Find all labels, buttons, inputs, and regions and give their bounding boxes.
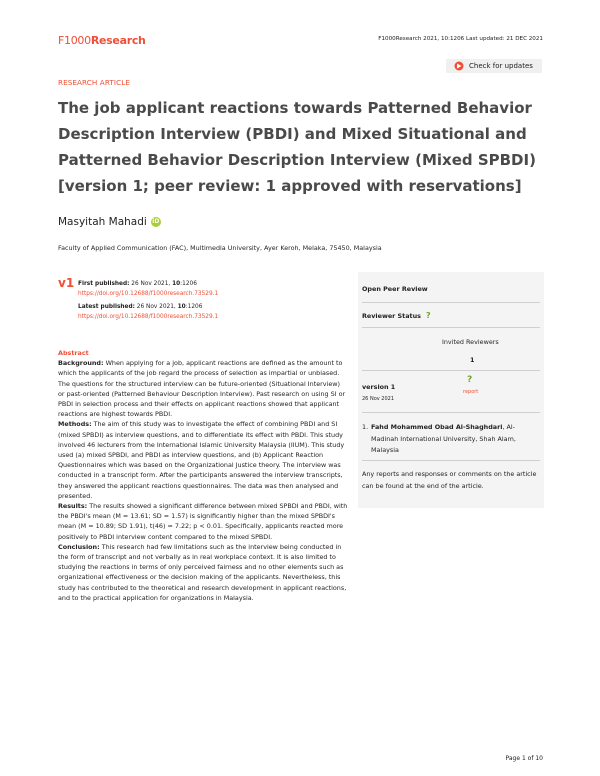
- reviewer-column-number: 1: [470, 356, 475, 364]
- reviewer-status-icon: ?: [425, 311, 431, 320]
- panel-divider: [362, 327, 540, 328]
- panel-divider: [362, 302, 540, 303]
- conclusion-text: This research had few limitations such as the interview being conducted in the form of transcript and not verbally as in real workplace context. It is also limited to studying the reactions in terms of only perceived fairness and no other elements such as organizational effectiveness or the decision making of the applicants. Nevertheless, this study has contributed to the theoretical and research development in applicant reactions, and to the practical application for organizations in Malaysia.: [58, 542, 347, 602]
- version-badge: v1: [58, 276, 75, 290]
- author-line: [58, 216, 161, 228]
- panel-divider: [362, 460, 540, 461]
- first-published-date: 26 Nov 2021,: [131, 281, 171, 287]
- abstract-heading: Abstract: [58, 349, 89, 357]
- open-peer-review-panel: [358, 272, 544, 508]
- methods-text: The aim of this study was to investigate the effect of combining PBDI and SI (mixed SPBDI) as interview questions, and to differentiate its effect with PBDI. This study involved 46 lecturers from the International Islamic University Malaysia (IIUM). This study used (a) mixed SPBDI, and PBDI as interview questions, and (b) Applicant Reaction Questionnaires which was based on the Organizational Justice theory. The interview was conducted in a transcript form. After the participants answered the interview transcripts, they answered the applicant reactions questionnaires. The data was then analysed and presented.: [58, 420, 345, 500]
- version-row-date: 26 Nov 2021: [362, 396, 395, 402]
- first-published-doi-link[interactable]: https://doi.org/10.12688/f1000research.73529.1: [78, 290, 219, 297]
- panel-divider: [362, 370, 540, 371]
- first-published-volume: 10: [172, 281, 181, 287]
- latest-published-page: :1206: [185, 304, 203, 310]
- open-peer-review-heading: Open Peer Review: [362, 285, 428, 293]
- version-row-label: version 1: [362, 383, 396, 391]
- page-number: Page 1 of 10: [505, 755, 543, 762]
- first-published-page: :1206: [180, 281, 197, 287]
- check-for-updates-icon: [454, 61, 464, 71]
- latest-published-label: Latest published:: [78, 304, 135, 310]
- running-head: F1000Research 2021, 10:1206 Last updated: 21 DEC 2021: [378, 36, 543, 42]
- latest-published-doi-link[interactable]: https://doi.org/10.12688/f1000research.73529.1: [78, 313, 219, 320]
- reviewer-number: 1.: [362, 423, 369, 431]
- invited-reviewers-label: Invited Reviewers: [442, 338, 499, 346]
- reviewer-name: Fahd Mohammed Obad Al-Shaghdari: [371, 423, 503, 431]
- approved-with-reservations-icon: ?: [467, 375, 473, 385]
- background-label: Background:: [58, 359, 104, 368]
- reviewer-affiliation: , Al-Madinah International University, Shah Alam, Malaysia: [371, 423, 516, 454]
- panel-divider: [362, 412, 540, 413]
- f1000research-logo: F1000Research: [58, 34, 146, 47]
- abstract: [58, 348, 348, 603]
- first-published-label: First published:: [78, 281, 130, 287]
- article-type: RESEARCH ARTICLE: [58, 78, 130, 87]
- conclusion-label: Conclusion:: [58, 542, 100, 551]
- background-text: When applying for a job, applicant reactions are defined as the amount to which the applicants of the job regard the process of selection as impartial or unbiased. The questions for the structured interview can be future-oriented (Situational Interview) or past-oriented (Patterned Behaviour Description Interview). Past research on using SI or PBDI in selection process and their effects on applicant reactions showed that applicant reactions are highest towards PBDI.: [58, 359, 346, 419]
- results-text: The results showed a significant difference between mixed SPBDI and PBDI, with the PBDI's mean (M = 13.61; SD = 1.57) is significantly higher than the mixed SPBDI's mean (M = 10.89; SD 1.91), t(46) = 7.22; p < 0.01. Specifically, applicants reacted more positively to PBDI interview content compared to the mixed SPBDI.: [58, 502, 348, 541]
- reviewer-status: [362, 311, 431, 320]
- author-name[interactable]: Masyitah Mahadi: [58, 216, 147, 228]
- latest-published-date: 26 Nov 2021,: [136, 304, 176, 310]
- author-affiliation: Faculty of Applied Communication (FAC), Multimedia University, Ayer Keroh, Melaka, 75450, Malaysia: [58, 244, 382, 252]
- publication-info: [78, 280, 218, 326]
- reviewer-status-label: Reviewer Status: [362, 311, 421, 320]
- results-label: Results:: [58, 502, 88, 511]
- latest-published-volume: 10: [177, 304, 186, 310]
- methods-label: Methods:: [58, 420, 92, 429]
- reviewer-entry: [362, 422, 541, 457]
- article-title: The job applicant reactions towards Patterned Behavior Description Interview (PBDI) and Mixed Situational and Patterned Behavior Description Interview (Mixed SPBDI) [version 1; peer review: 1 approved with reservations]: [58, 99, 536, 195]
- orcid-icon[interactable]: iD: [152, 218, 160, 225]
- check-for-updates-label: Check for updates: [469, 62, 533, 70]
- comments-note: Any reports and responses or comments on the article can be found at the end of the article.: [362, 470, 537, 490]
- report-link[interactable]: report: [463, 389, 479, 395]
- check-for-updates-button[interactable]: [446, 59, 542, 73]
